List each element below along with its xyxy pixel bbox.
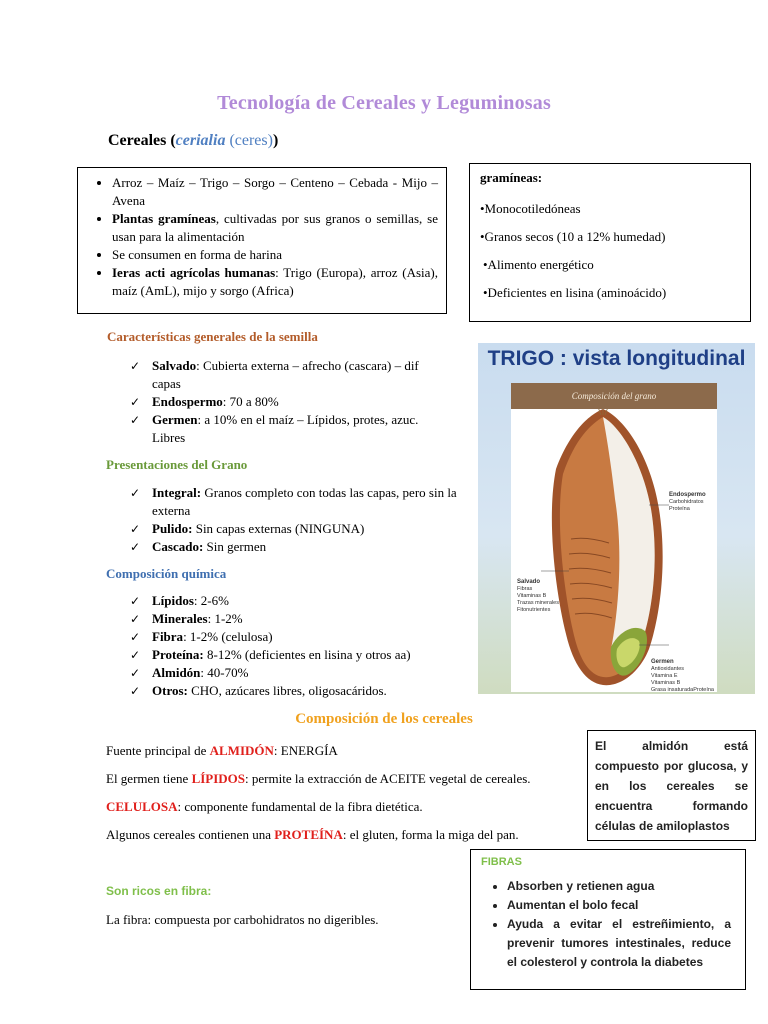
presentaciones-list (128, 484, 473, 556)
cereales-heading (108, 132, 278, 150)
gramineas-line: •Monocotiledóneas (480, 201, 581, 216)
grano-panel (511, 383, 717, 692)
list-item: ✓ Endospermo: 70 a 80% (130, 394, 279, 409)
fibras-title: FIBRAS (481, 856, 522, 868)
presentaciones-title: Presentaciones del Grano (106, 457, 248, 472)
check-icon: ✓ (130, 395, 141, 409)
list-item: ✓ Almidón: 40-70% (130, 665, 249, 680)
paragraph-almidon: Fuente principal de ALMIDÓN: ENERGÍA (106, 743, 338, 758)
document-title: Tecnología de Cereales y Leguminosas (217, 92, 551, 114)
trigo-title: TRIGO : vista longitudinal (487, 347, 746, 370)
paren-close: ) (272, 132, 279, 149)
list-item: • Absorben y retienen agua (507, 877, 731, 896)
paragraph-lipidos: El germen tiene LÍPIDOS: permite la extracción de ACEITE vegetal de cereales. (106, 771, 531, 786)
list-item: ✓ Integral: Granos completo con todas las capas, pero sin la externa (130, 485, 457, 518)
gramineas-line: •Alimento energético (483, 257, 594, 272)
germen-label: Germen Antioxidantes Vitamina E Vitaminas B Grasa insaturadaProteína (651, 659, 714, 693)
list-item: ✓ Germen: a 10% en el maíz – Lípidos, protes, azuc. Libres (130, 412, 419, 445)
check-icon: ✓ (130, 486, 141, 500)
check-icon: ✓ (130, 684, 141, 698)
cereales-list (82, 174, 438, 300)
list-item: ✓ Cascado: Sin germen (130, 539, 267, 554)
gramineas-line: •Deficientes en lisina (aminoácido) (483, 285, 667, 300)
fibra-definition: La fibra: compuesta por carbohidratos no digeribles. (106, 912, 379, 927)
cereales-list-box (77, 167, 447, 314)
composicion-quimica-list (128, 592, 473, 700)
gramineas-box (469, 163, 751, 322)
check-icon: ✓ (130, 413, 141, 427)
check-icon: ✓ (130, 648, 141, 662)
list-item: • Aumentan el bolo fecal (507, 896, 731, 915)
list-item: ✓ Lípidos: 2-6% (130, 593, 229, 608)
latin-name: cerialia (175, 132, 226, 149)
list-item: ✓ Otros: CHO, azúcares libres, oligosacáridos. (130, 683, 387, 698)
paragraph-proteina: Algunos cereales contienen una PROTEÍNA: el gluten, forma la miga del pan. (106, 827, 519, 842)
almidon-note-box: El almidón está compuesto por glucosa, y en los cereales se encuentra formando células de amiloplastos (587, 730, 756, 841)
list-item: • Ayuda a evitar el estreñimiento, a prevenir tumores intestinales, reduce el colesterol y controla la diabetes (507, 915, 731, 972)
fibras-list (481, 877, 731, 972)
ceres-name: (ceres) (229, 132, 273, 149)
check-icon: ✓ (130, 612, 141, 626)
list-item: ✓ Minerales: 1-2% (130, 611, 243, 626)
check-icon: ✓ (130, 522, 141, 536)
gramineas-line: •Granos secos (10 a 12% humedad) (480, 229, 666, 244)
grano-panel-header: Composición del grano (511, 383, 717, 409)
composicion-quimica-title: Composición química (106, 566, 227, 581)
salvado-label: Salvado Fibras Vitaminas B Trazas minerales Fitonutrientes (517, 579, 559, 613)
paragraph-celulosa: CELULOSA: componente fundamental de la fibra dietética. (106, 799, 423, 814)
trigo-figure (478, 343, 755, 694)
wheat-grain-illustration (511, 409, 717, 692)
list-item: • Arroz – Maíz – Trigo – Sorgo – Centeno – Cebada - Mijo – Avena (112, 174, 438, 210)
list-item: ✓ Pulido: Sin capas externas (NINGUNA) (130, 521, 365, 536)
composicion-cereales-title: Composición de los cereales (295, 711, 473, 727)
list-item: ✓ Salvado: Cubierta externa – afrecho (cascara) – dif capas (130, 358, 419, 391)
endospermo-label: Endospermo Carbohidratos Proteína (669, 492, 706, 512)
list-item: ✓ Proteína: 8-12% (deficientes en lisina y otros aa) (130, 647, 411, 662)
check-icon: ✓ (130, 359, 141, 373)
ricos-fibra-heading: Son ricos en fibra: (106, 884, 212, 898)
check-icon: ✓ (130, 630, 141, 644)
caracteristicas-title: Características generales de la semilla (107, 329, 318, 344)
check-icon: ✓ (130, 594, 141, 608)
list-item: • Plantas gramíneas, cultivadas por sus granos o semillas, se usan para la alimentación (112, 210, 438, 246)
paren-open: ( (170, 132, 176, 149)
check-icon: ✓ (130, 540, 141, 554)
cereales-word: Cereales (108, 132, 167, 149)
caracteristicas-list (128, 357, 448, 447)
list-item: ✓ Fibra: 1-2% (celulosa) (130, 629, 273, 644)
gramineas-title: gramíneas: (480, 170, 543, 185)
list-item: • Se consumen en forma de harina (112, 246, 438, 264)
fibras-box (470, 849, 746, 990)
check-icon: ✓ (130, 666, 141, 680)
list-item: • Ieras acti agrícolas humanas: Trigo (Europa), arroz (Asia), maíz (AmL), mijo y sorgo (Africa) (112, 264, 438, 300)
